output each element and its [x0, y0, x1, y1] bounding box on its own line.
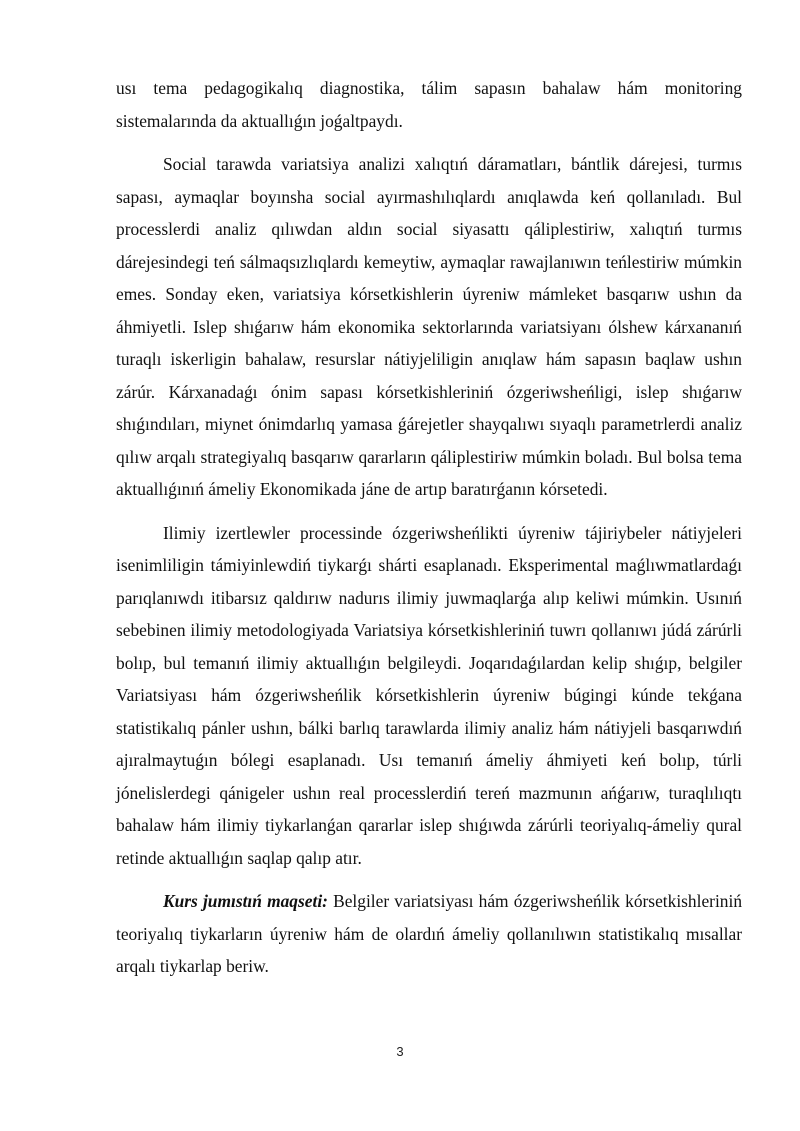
document-page — [116, 72, 742, 983]
course-goal-text: Belgiler variatsiyası hám ózgeriwsheńlik kórsetkishleriniń teoriyalıq tiykarların úyreniw hám de olardıń ámeliy qollanılıwın statistikalıq mısallar arqalı tiykarlap beriw. — [116, 891, 743, 976]
paragraph-continuation: usı tema pedagogikalıq diagnostika, tálim sapasın bahalaw hám monitoring sistemalarında da aktuallıǵın joǵaltpaydı. — [116, 78, 742, 131]
page-number: 3 — [396, 1044, 404, 1059]
paragraph-scientific-research: Ilimiy izertlewler processinde ózgeriwsheńlikti úyreniw tájiriybeler nátiyjeleri isenimliligin támiyinlewdiń tiykarǵı shárti esaplanadı. Eksperimental maǵlıwmatlardaǵı parıqlanıwdı itibarsız qaldırıw nadurıs ilimiy juwmaqlarǵa alıp keliwi múmkin. Usınıń sebebinen ilimiy metodologiyada Variatsiya kórsetkishleriniń tuwrı qollanıwı júdá zárúrli bolıp, bul temanıń ilimiy aktuallıǵın belgileydi. Joqarıdaǵılardan kelip shıǵıp, belgiler Variatsiyası hám ózgeriwsheńlik kórsetkishlerin úyreniw búgingi kúnde tekǵana statistikalıq pánler ushın, bálki barlıq tarawlarda ilimiy analiz hám nátiyjeli basqarıwdıń ajıralmaytuǵın bólegi esaplanadı. Usı temanıń ámeliy áhmiyeti keń bolıp, túrli jónelislerdegi qánigeler ushın real processlerdiń tereń mazmunın ańǵarıw, turaqlılıqtı bahalaw hám ilimiy tiykarlanǵan qararlar islep shıǵıwda zárúrli teoriyalıq-ámeliy qural retinde aktuallıǵın saqlap qalıp atır. — [116, 522, 742, 868]
paragraph-course-goal — [116, 885, 742, 983]
paragraph-social-sphere: Social tarawda variatsiya analizi xalıqtıń dáramatları, bántlik dárejesi, turmıs sapası, aymaqlar boyınsha social ayırmashılıqlardı anıqlawda keń qollanıladı. Bul processlerdi analiz qılıwdan aldın social siyasattı qáliplestiriw, xalıqtıń turmıs dárejesindegi teń sálmaqsızlıqlardı kemeytiw, aymaqlar rawajlanıwın teńlestiriw múmkin emes. Sonday eken, variatsiya kórsetkishlerin úyreniw mámleket basqarıw ushın da áhmiyetli. Islep shıǵarıw hám ekonomika sektorlarında variatsiyanı ólshew kárxananıń turaqlı iskerligin bahalaw, resurslar nátiyjeliligin anıqlaw hám sapasın baqlaw ushın zárúr. Kárxanadaǵı ónim sapası kórsetkishleriniń ózgeriwsheńligi, islep shıǵarıw shıǵındıları, miynet ónimdarlıq yamasa ǵárejetler shayqalıwı sıyaqlı parametrlerdi analiz qılıw arqalı strategiyalıq basqarıw qararların qáliplestiriw múmkin boladı. Bul bolsa tema aktuallıǵınıń ámeliy Ekonomikada jáne de artıp baratırǵanın kórsetedi. — [116, 154, 742, 499]
course-goal-label: Kurs jumıstıń maqseti: — [163, 891, 328, 911]
